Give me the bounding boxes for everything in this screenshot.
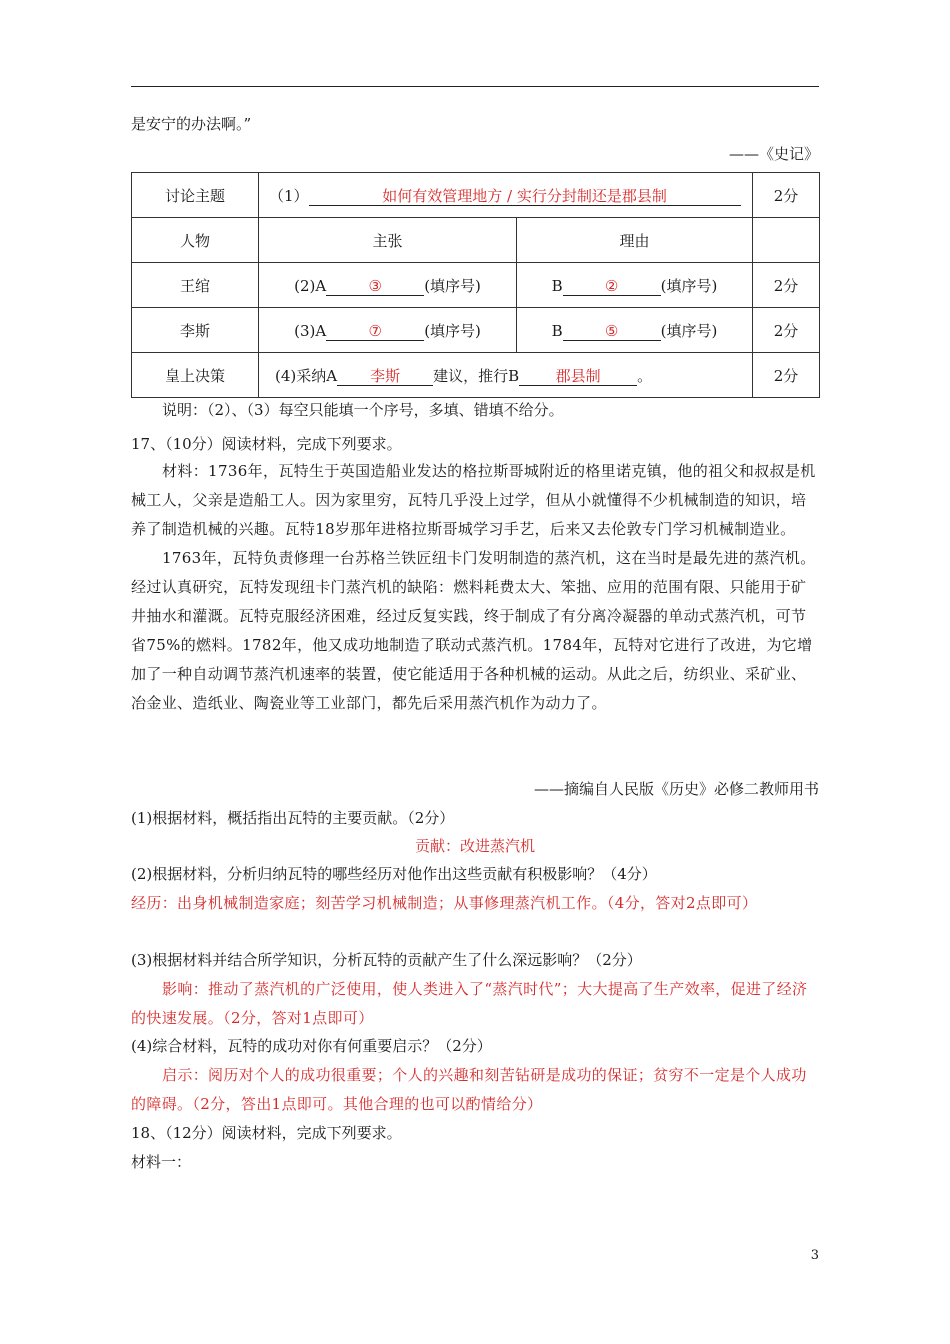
reason-answer: ⑤	[563, 322, 661, 341]
table-note: 说明：（2）、（3）每空只能填一个序号，多填、错填不给分。	[162, 401, 564, 419]
continued-quote: 是安宁的办法啊。”	[131, 115, 252, 133]
material-paragraph: 1763年，瓦特负责修理一台苏格兰铁匠纽卡门发明制造的蒸汽机，这在当时是最先进的蒸汽机。经过认真研究，瓦特发现纽卡门蒸汽机的缺陷：燃料耗费太大、笨拙、应用的范围有限、只能用于矿井抽水和灌溉。瓦特克服经济困难，经过反复实践，终于制成了有分离冷凝器的单动式蒸汽机，可节省75%的燃料。1782年，他又成功地制造了联动式蒸汽机。1784年，瓦特对它进行了改进，为它增加了一种自动调节蒸汽机速率的装置，使它能适用于各种机械的运动。从此之后，纺织业、采矿业、冶金业、造纸业、陶瓷业等工业部门，都先后采用蒸汽机作为动力了。	[131, 549, 816, 712]
score-cell: 2分	[753, 173, 820, 218]
table-row	[132, 353, 820, 398]
quote-source: ——《史记》	[728, 145, 819, 163]
q17-material	[131, 457, 819, 718]
reason-cell: B ⑤ (填序号)	[517, 308, 753, 353]
material-paragraph: 材料：1736年，瓦特生于英国造船业发达的格拉斯哥城附近的格里诺克镇，他的祖父和叔叔是机械工人，父亲是造船工人。因为家里穷，瓦特几乎没上过学，但从小就懂得不少机械制造的知识，培养了制造机械的兴趣。瓦特18岁那年进格拉斯哥城学习手艺，后来又去伦敦专门学习机械制造业。	[131, 462, 816, 538]
score-cell: 2分	[753, 263, 820, 308]
row-label: 讨论主题	[132, 173, 259, 218]
claim-answer: ③	[326, 277, 424, 296]
claim-cell: (2)A ③ (填序号)	[259, 263, 517, 308]
table-row	[132, 218, 820, 263]
claim-answer: ⑦	[326, 322, 424, 341]
reason-cell: B ② (填序号)	[517, 263, 753, 308]
table-row	[132, 308, 820, 353]
q17-answer-1: 贡献：改进蒸汽机	[414, 837, 535, 855]
q18-heading: 18、（12分）阅读材料，完成下列要求。	[131, 1124, 402, 1142]
reason-answer: ②	[563, 277, 661, 296]
q17-answer-2: 经历：出身机械制造家庭；刻苦学习机械制造；从事修理蒸汽机工作。（4分，答对2点即可）	[131, 894, 758, 912]
page-number: 3	[810, 1248, 819, 1263]
q18-material-label: 材料一：	[131, 1153, 192, 1171]
column-header-reason: 理由	[517, 218, 753, 263]
score-cell: 2分	[753, 353, 820, 398]
table-row	[132, 173, 820, 218]
table-row	[132, 263, 820, 308]
decision-cell: (4)采纳A 李斯 建议，推行B 郡县制 。	[259, 353, 753, 398]
q17-answer-4: 启示：阅历对个人的成功很重要；个人的兴趣和刻苦钻研是成功的保证；贫穷不一定是个人成功的障碍。（2分，答出1点即可。其他合理的也可以酌情给分）	[131, 1066, 807, 1113]
decision-answer-b: 郡县制	[519, 367, 637, 386]
q17-question-4: (4)综合材料，瓦特的成功对你有何重要启示？（2分）	[131, 1037, 492, 1055]
q17-heading: 17、（10分）阅读材料，完成下列要求。	[131, 435, 402, 453]
material-source: ——摘编自人民版《历史》必修二教师用书	[533, 780, 819, 798]
header-rule	[131, 86, 819, 87]
score-cell	[753, 218, 820, 263]
score-cell: 2分	[753, 308, 820, 353]
row-label: 李斯	[132, 308, 259, 353]
row-label: 人物	[132, 218, 259, 263]
row-label: 皇上决策	[132, 353, 259, 398]
q17-question-1: (1)根据材料，概括指出瓦特的主要贡献。（2分）	[131, 809, 455, 827]
q17-question-2: (2)根据材料，分析归纳瓦特的哪些经历对他作出这些贡献有积极影响？（4分）	[131, 865, 657, 883]
claim-cell: (3)A ⑦ (填序号)	[259, 308, 517, 353]
discussion-table	[131, 172, 820, 398]
q17-answer-3: 影响：推动了蒸汽机的广泛使用，使人类进入了“蒸汽时代”；大大提高了生产效率，促进了经济的快速发展。（2分，答对1点即可）	[131, 980, 808, 1027]
row-label: 王绾	[132, 263, 259, 308]
topic-answer: 如何有效管理地方 / 实行分封制还是郡县制	[309, 187, 741, 206]
column-header-claim: 主张	[259, 218, 517, 263]
topic-cell: （1） 如何有效管理地方 / 实行分封制还是郡县制	[259, 173, 753, 218]
q17-question-3: (3)根据材料并结合所学知识，分析瓦特的贡献产生了什么深远影响？（2分）	[131, 951, 642, 969]
decision-answer-a: 李斯	[337, 367, 433, 386]
